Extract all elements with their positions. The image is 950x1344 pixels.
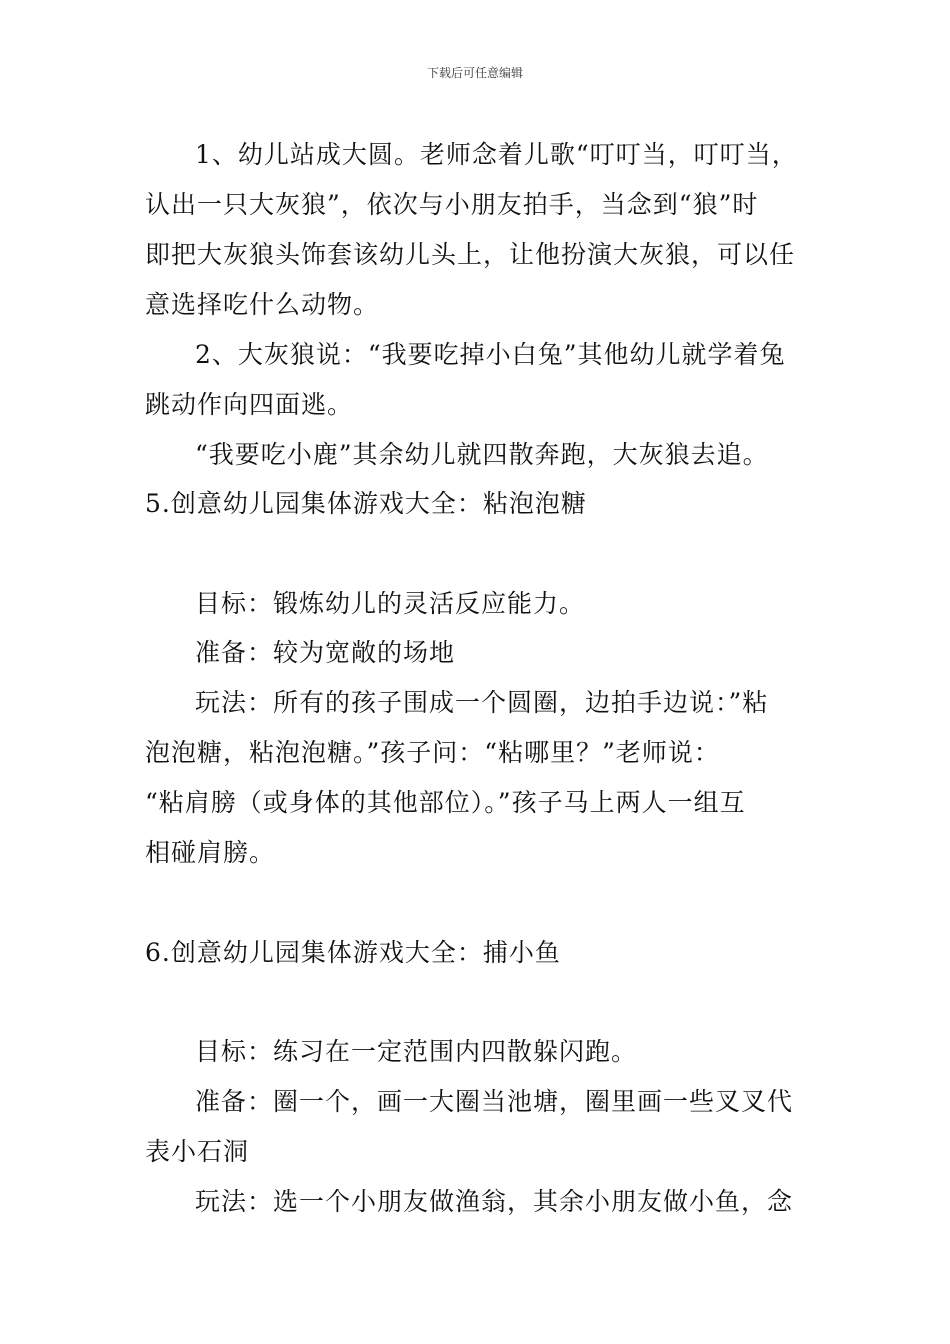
paragraph-line: 相碰肩膀。	[145, 838, 276, 867]
paragraph-line: 玩法：所有的孩子围成一个圆圈，边拍手边说：”粘	[195, 688, 769, 717]
section-heading: 5.创意幼儿园集体游戏大全：粘泡泡糖	[145, 489, 587, 518]
paragraph-line: 意选择吃什么动物。	[145, 290, 380, 319]
paragraph-line: 认出一只大灰狼”，依次与小朋友拍手，当念到“狼”时	[145, 190, 759, 219]
paragraph-line: 玩法：选一个小朋友做渔翁，其余小朋友做小鱼，念	[195, 1187, 794, 1216]
paragraph-line: 目标：练习在一定范围内四散躲闪跑。	[195, 1037, 638, 1066]
paragraph-line: 目标：锻炼幼儿的灵活反应能力。	[195, 589, 586, 618]
paragraph-line: 2、大灰狼说：“我要吃掉小白兔”其他幼儿就学着兔	[195, 340, 786, 369]
paragraph-line: 表小石洞	[145, 1137, 250, 1166]
paragraph-line: “粘肩膀（或身体的其他部位）。”孩子马上两人一组互	[145, 788, 746, 817]
paragraph-line: 跳动作向四面逃。	[145, 390, 354, 419]
page-header: 下载后可任意编辑	[426, 66, 523, 80]
paragraph-line: 即把大灰狼头饰套该幼儿头上，让他扮演大灰狼，可以任	[145, 240, 796, 269]
paragraph-line: 准备：较为宽敞的场地	[195, 638, 456, 667]
paragraph-line: 准备：圈一个，画一大圈当池塘，圈里画一些叉叉代	[195, 1087, 794, 1116]
paragraph-line: “我要吃小鹿”其余幼儿就四散奔跑，大灰狼去追。	[195, 440, 769, 469]
section-heading: 6.创意幼儿园集体游戏大全：捕小鱼	[145, 938, 561, 967]
paragraph-line: 1、幼儿站成大圆。老师念着儿歌“叮叮当，叮叮当，	[195, 140, 798, 169]
paragraph-line: 泡泡糖，粘泡泡糖。”孩子问：“粘哪里？”老师说：	[145, 738, 720, 767]
